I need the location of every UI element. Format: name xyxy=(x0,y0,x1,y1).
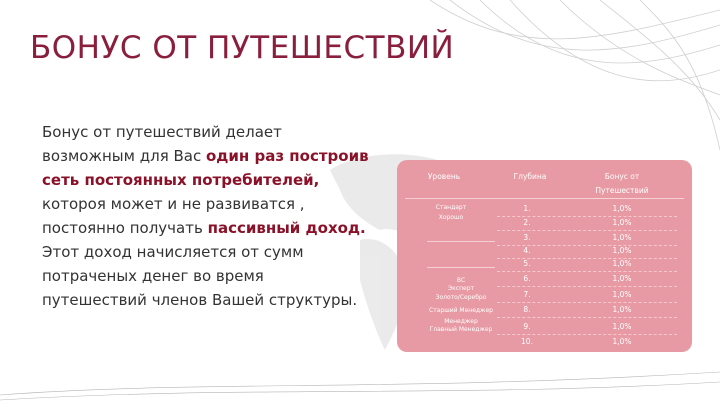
depth-cell: 4. xyxy=(523,246,531,255)
description-text xyxy=(42,120,372,312)
depth-cell: 1. xyxy=(523,204,531,213)
description-part: котороя может и не развиватся , постоянно получать xyxy=(42,195,305,237)
depth-cell: 7. xyxy=(523,290,531,299)
level-label: Золото/Серебро xyxy=(435,294,487,301)
description-part: Бонус от путешествий делает возможным для Вас xyxy=(42,123,282,165)
depth-cell: 5. xyxy=(523,259,531,268)
header-bonus: Бонус от Путешествий xyxy=(595,172,649,195)
depth-cell: 9. xyxy=(523,322,531,331)
level-divider xyxy=(427,267,495,268)
level-label: Стандарт xyxy=(435,204,467,211)
bonus-table xyxy=(397,160,692,352)
bonus-cell: 1,0% xyxy=(612,246,632,255)
depth-cell: 10. xyxy=(521,337,533,346)
description-highlight: один раз построив сеть постоянных потребителей, xyxy=(42,147,369,189)
level-label: Эксперт xyxy=(447,285,475,292)
row-divider xyxy=(497,286,677,287)
bonus-cell: 1,0% xyxy=(612,305,632,314)
level-label: Хорошо xyxy=(438,214,464,221)
header-level: Уровень xyxy=(427,172,461,181)
level-label: Главный Менеджер xyxy=(429,326,493,333)
bonus-cell: 1,0% xyxy=(612,322,632,331)
row-divider xyxy=(497,230,677,231)
bonus-cell: 1,0% xyxy=(612,290,632,299)
level-label: ВС xyxy=(456,277,466,284)
passive-income-highlight: пассивный доход. xyxy=(207,219,366,237)
description-paragraph-2: Этот доход начисляется от сумм потраченых денег во время путешествий членов Вашей структуры. xyxy=(42,243,358,309)
bonus-cell: 1,0% xyxy=(612,204,632,213)
bonus-cell: 1,0% xyxy=(612,233,632,242)
bonus-cell: 1,0% xyxy=(612,259,632,268)
level-label: Старший Менеджер xyxy=(429,307,493,314)
depth-cell: 3. xyxy=(523,233,531,242)
row-divider xyxy=(497,317,677,318)
header-depth: Глубина xyxy=(513,172,547,181)
bonus-cell: 1,0% xyxy=(612,218,632,227)
row-divider xyxy=(497,271,677,272)
row-divider xyxy=(497,302,677,303)
depth-cell: 2. xyxy=(523,218,531,227)
bonus-cell: 1,0% xyxy=(612,274,632,283)
depth-cell: 8. xyxy=(523,305,531,314)
depth-cell: 6. xyxy=(523,274,531,283)
header-divider xyxy=(405,198,684,199)
row-divider xyxy=(497,216,677,217)
page-title: БОНУС ОТ ПУТЕШЕСТВИЙ xyxy=(30,30,455,66)
bonus-cell: 1,0% xyxy=(612,337,632,346)
row-divider xyxy=(497,334,677,335)
level-label: Менеджер xyxy=(444,318,478,325)
level-divider xyxy=(427,241,495,242)
